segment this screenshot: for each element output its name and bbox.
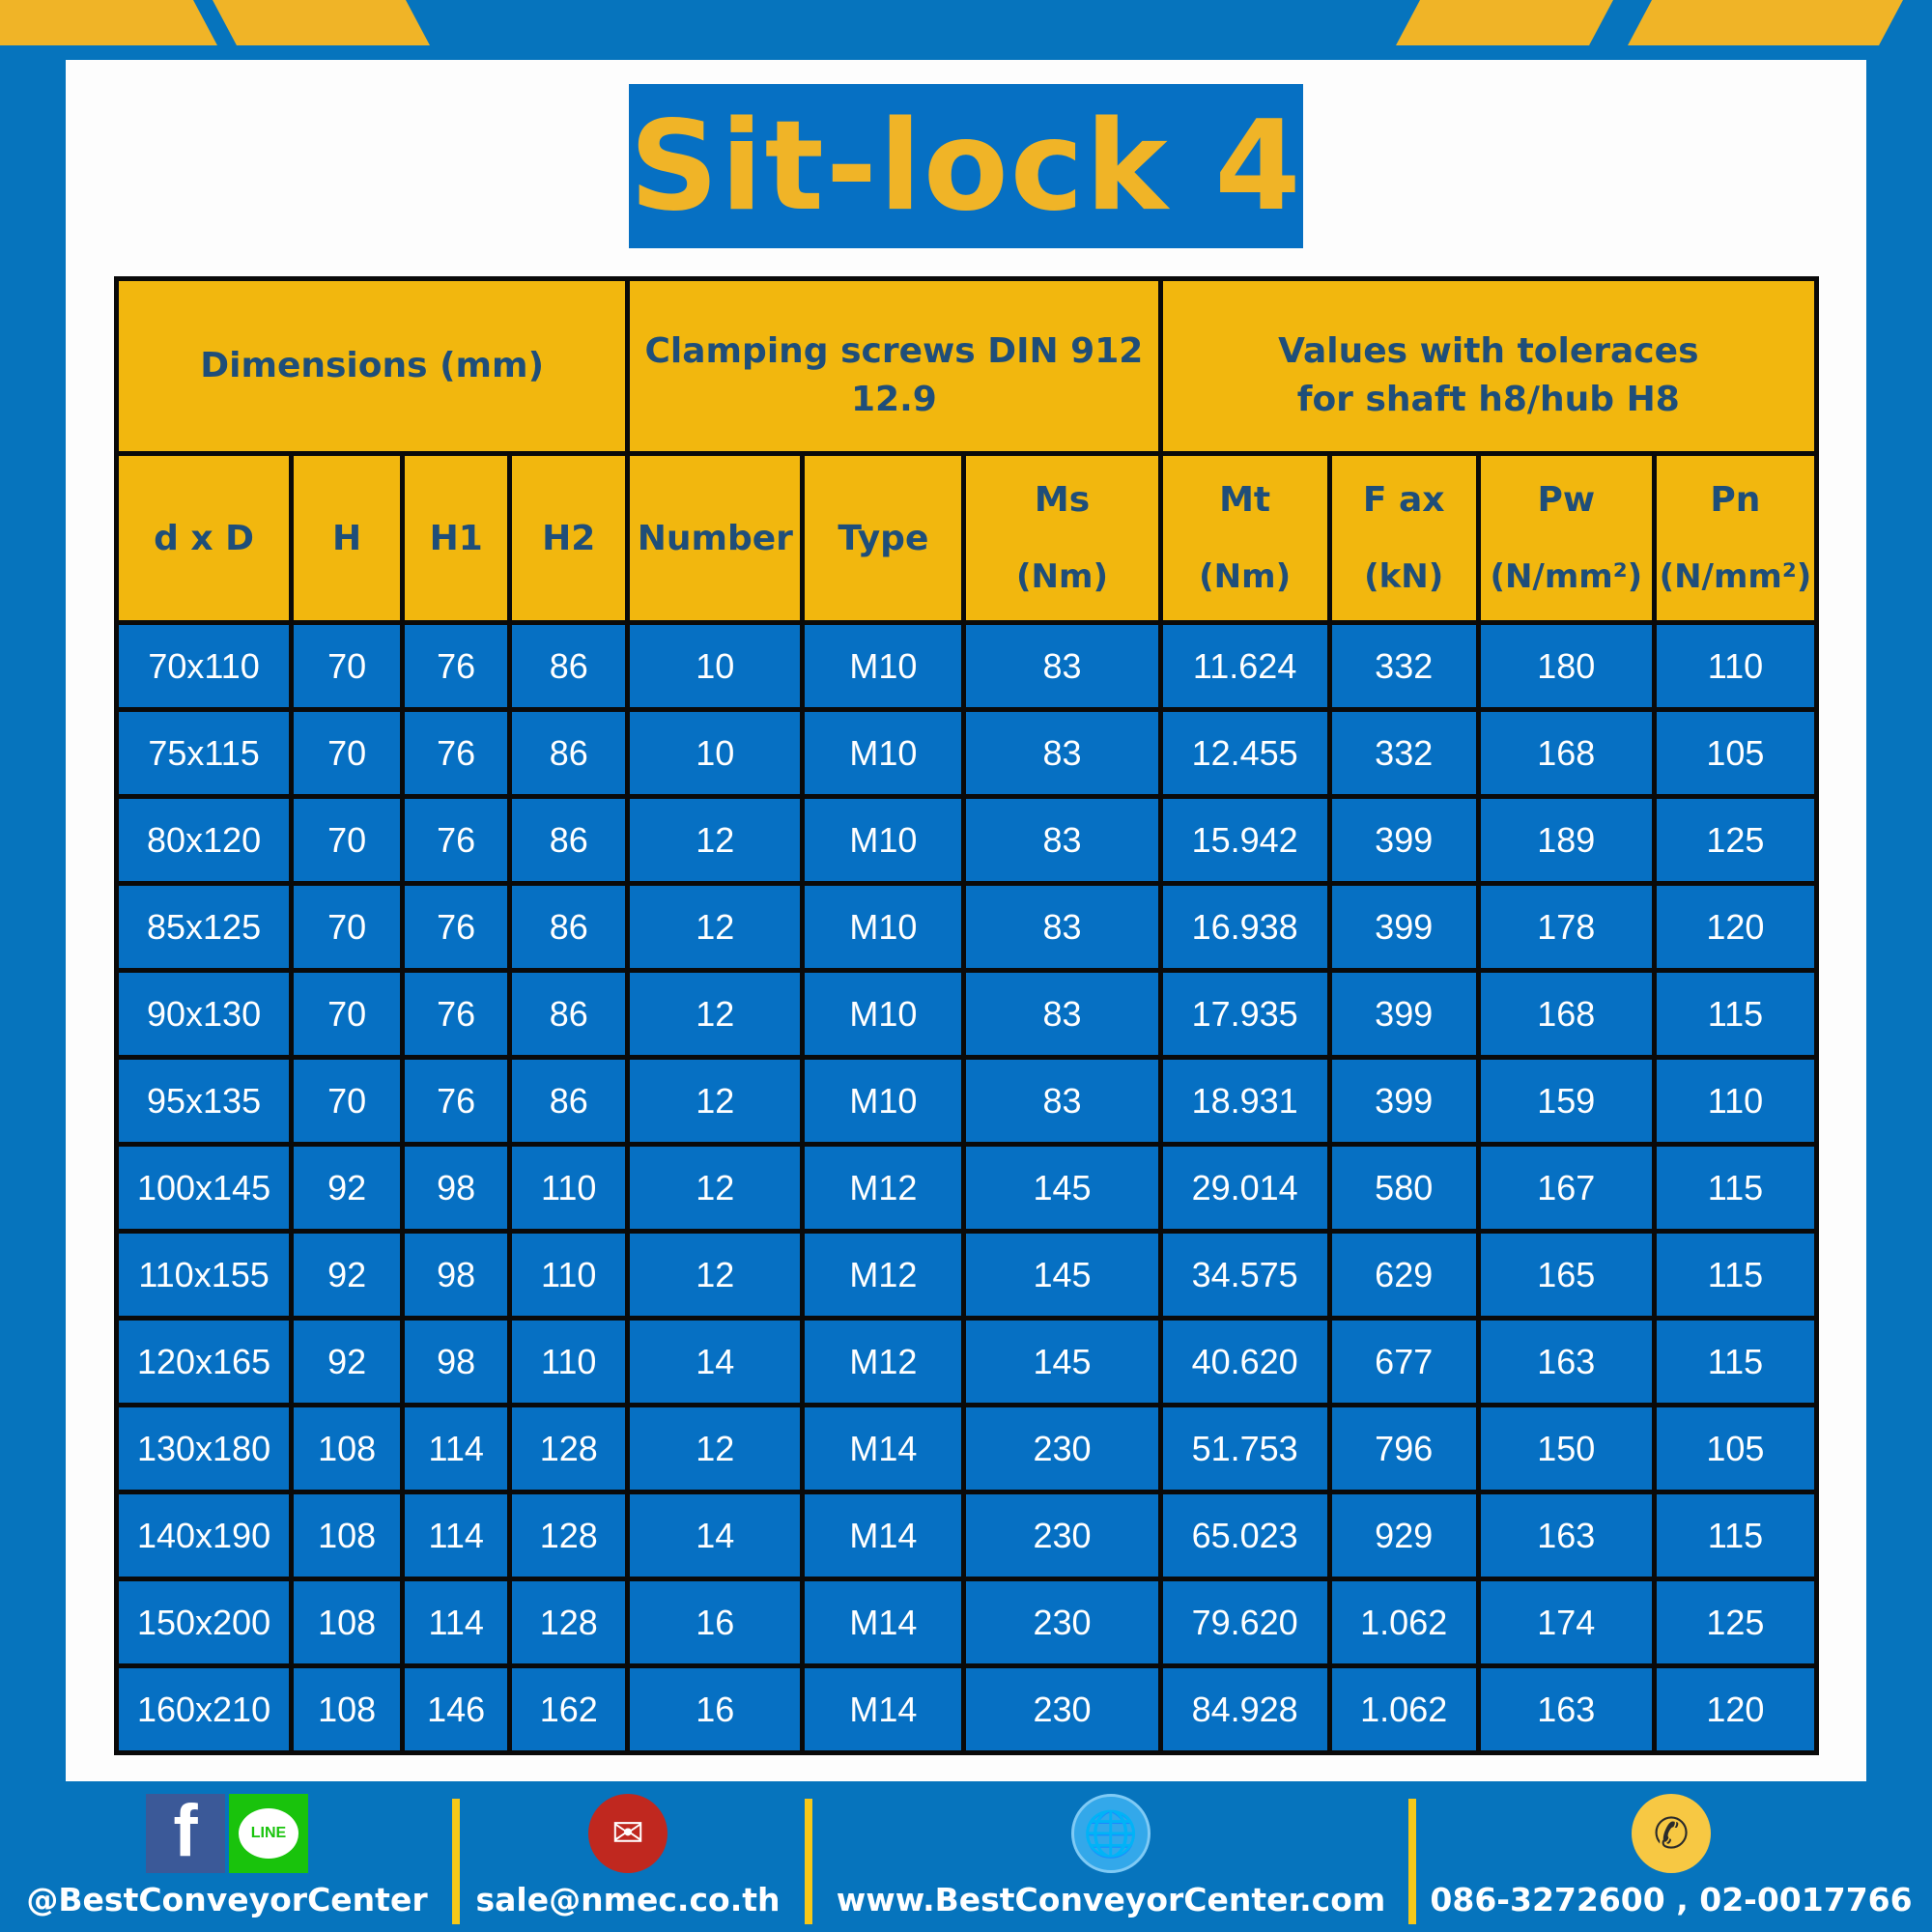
column-header-label: Pn bbox=[1710, 480, 1761, 520]
column-header-label: H bbox=[332, 518, 362, 558]
footer-contact-bar bbox=[0, 1787, 1932, 1932]
table-cell: 70 bbox=[292, 797, 403, 884]
table-cell: 70 bbox=[292, 623, 403, 710]
table-cell: 332 bbox=[1329, 623, 1478, 710]
table-cell: 95x135 bbox=[117, 1058, 292, 1145]
table-cell: 79.620 bbox=[1160, 1579, 1329, 1666]
table-cell: 165 bbox=[1478, 1232, 1654, 1319]
table-cell: 162 bbox=[510, 1666, 628, 1753]
table-cell: 108 bbox=[292, 1579, 403, 1666]
table-row bbox=[117, 1666, 1817, 1753]
column-header-unit: (Nm) bbox=[1199, 557, 1292, 596]
table-row bbox=[117, 884, 1817, 971]
group-header-sublabel: for shaft h8/hub H8 bbox=[1296, 380, 1680, 419]
table-cell: M10 bbox=[803, 884, 964, 971]
table-cell: 399 bbox=[1329, 971, 1478, 1058]
table-row bbox=[117, 1319, 1817, 1406]
decorative-stripe bbox=[0, 0, 217, 45]
table-cell: 86 bbox=[510, 623, 628, 710]
table-row bbox=[117, 1406, 1817, 1492]
footer-divider bbox=[452, 1799, 460, 1924]
table-cell: 140x190 bbox=[117, 1492, 292, 1579]
column-header-unit: (N/mm²) bbox=[1659, 557, 1812, 596]
decorative-stripe bbox=[1628, 0, 1903, 45]
group-header-dimensions bbox=[117, 279, 628, 454]
table-cell: 145 bbox=[964, 1145, 1160, 1232]
column-header-label: H1 bbox=[429, 518, 483, 558]
table-cell: 98 bbox=[403, 1232, 510, 1319]
table-cell: 399 bbox=[1329, 797, 1478, 884]
table-cell: 110 bbox=[1654, 623, 1816, 710]
table-cell: M10 bbox=[803, 1058, 964, 1145]
table-cell: 12 bbox=[628, 1232, 803, 1319]
column-header bbox=[117, 454, 292, 623]
table-cell: 10 bbox=[628, 623, 803, 710]
table-cell: 17.935 bbox=[1160, 971, 1329, 1058]
column-header-label: F ax bbox=[1362, 480, 1445, 520]
table-cell: 114 bbox=[403, 1406, 510, 1492]
column-header-label: Pw bbox=[1537, 480, 1596, 520]
table-cell: 108 bbox=[292, 1406, 403, 1492]
table-cell: 130x180 bbox=[117, 1406, 292, 1492]
table-cell: 110 bbox=[510, 1145, 628, 1232]
table-cell: 14 bbox=[628, 1319, 803, 1406]
page-title: Sit-lock 4 bbox=[629, 94, 1303, 239]
table-cell: 16 bbox=[628, 1579, 803, 1666]
table-cell: 76 bbox=[403, 1058, 510, 1145]
phone-numbers[interactable]: 086-3272600 , 02-0017766 bbox=[1430, 1881, 1913, 1918]
table-cell: 110 bbox=[510, 1232, 628, 1319]
table-cell: 180 bbox=[1478, 623, 1654, 710]
column-header-label: H2 bbox=[542, 518, 596, 558]
group-header-values bbox=[1160, 279, 1816, 454]
spec-table bbox=[114, 276, 1819, 1755]
table-cell: 86 bbox=[510, 797, 628, 884]
table-cell: 163 bbox=[1478, 1492, 1654, 1579]
table-cell: 70 bbox=[292, 1058, 403, 1145]
table-cell: 230 bbox=[964, 1492, 1160, 1579]
table-cell: 108 bbox=[292, 1666, 403, 1753]
table-cell: 332 bbox=[1329, 710, 1478, 797]
column-header bbox=[1160, 454, 1329, 623]
group-header-sublabel: 12.9 bbox=[851, 380, 937, 419]
table-row bbox=[117, 623, 1817, 710]
table-cell: M14 bbox=[803, 1492, 964, 1579]
table-cell: 100x145 bbox=[117, 1145, 292, 1232]
decorative-stripe bbox=[213, 0, 430, 45]
footer-email bbox=[464, 1787, 792, 1932]
table-cell: 120 bbox=[1654, 884, 1816, 971]
table-cell: 677 bbox=[1329, 1319, 1478, 1406]
table-cell: 16 bbox=[628, 1666, 803, 1753]
table-cell: 110x155 bbox=[117, 1232, 292, 1319]
table-cell: 115 bbox=[1654, 1232, 1816, 1319]
table-cell: 178 bbox=[1478, 884, 1654, 971]
table-cell: 168 bbox=[1478, 971, 1654, 1058]
table-cell: 92 bbox=[292, 1232, 403, 1319]
table-cell: 1.062 bbox=[1329, 1579, 1478, 1666]
table-cell: 150 bbox=[1478, 1406, 1654, 1492]
table-cell: 70 bbox=[292, 710, 403, 797]
footer-social bbox=[26, 1787, 428, 1932]
table-cell: 12 bbox=[628, 797, 803, 884]
table-cell: 83 bbox=[964, 797, 1160, 884]
table-cell: 85x125 bbox=[117, 884, 292, 971]
table-cell: 90x130 bbox=[117, 971, 292, 1058]
table-cell: 11.624 bbox=[1160, 623, 1329, 710]
table-cell: 86 bbox=[510, 1058, 628, 1145]
column-header-label: Mt bbox=[1219, 480, 1271, 520]
table-cell: 110 bbox=[510, 1319, 628, 1406]
group-header-label: Dimensions (mm) bbox=[200, 346, 545, 385]
footer-divider bbox=[805, 1799, 812, 1924]
table-cell: 230 bbox=[964, 1579, 1160, 1666]
table-cell: M12 bbox=[803, 1145, 964, 1232]
table-cell: 160x210 bbox=[117, 1666, 292, 1753]
table-cell: 86 bbox=[510, 971, 628, 1058]
table-cell: 92 bbox=[292, 1145, 403, 1232]
column-header-label: d x D bbox=[154, 518, 255, 558]
column-header bbox=[964, 454, 1160, 623]
table-cell: 629 bbox=[1329, 1232, 1478, 1319]
table-cell: 70x110 bbox=[117, 623, 292, 710]
table-cell: 174 bbox=[1478, 1579, 1654, 1666]
table-cell: 105 bbox=[1654, 710, 1816, 797]
table-cell: M14 bbox=[803, 1579, 964, 1666]
column-header-label: Type bbox=[838, 518, 929, 558]
table-cell: 120x165 bbox=[117, 1319, 292, 1406]
table-cell: 230 bbox=[964, 1406, 1160, 1492]
table-row bbox=[117, 1232, 1817, 1319]
table-cell: M10 bbox=[803, 797, 964, 884]
table-cell: M12 bbox=[803, 1319, 964, 1406]
table-cell: 65.023 bbox=[1160, 1492, 1329, 1579]
table-cell: 76 bbox=[403, 797, 510, 884]
table-cell: 110 bbox=[1654, 1058, 1816, 1145]
table-cell: 86 bbox=[510, 710, 628, 797]
table-cell: 75x115 bbox=[117, 710, 292, 797]
table-cell: 230 bbox=[964, 1666, 1160, 1753]
group-header-label: Clamping screws DIN 912 bbox=[644, 331, 1144, 371]
table-cell: 98 bbox=[403, 1319, 510, 1406]
website-link[interactable]: www.BestConveyorCenter.com bbox=[836, 1881, 1386, 1918]
table-cell: M12 bbox=[803, 1232, 964, 1319]
table-cell: 399 bbox=[1329, 884, 1478, 971]
table-cell: 83 bbox=[964, 884, 1160, 971]
table-cell: 83 bbox=[964, 710, 1160, 797]
table-cell: 105 bbox=[1654, 1406, 1816, 1492]
table-cell: 796 bbox=[1329, 1406, 1478, 1492]
table-cell: 145 bbox=[964, 1232, 1160, 1319]
title-banner bbox=[629, 84, 1303, 248]
table-cell: 12.455 bbox=[1160, 710, 1329, 797]
table-row bbox=[117, 1492, 1817, 1579]
phone-icon: ✆ bbox=[1632, 1794, 1711, 1873]
table-cell: 1.062 bbox=[1329, 1666, 1478, 1753]
footer-website bbox=[821, 1787, 1401, 1932]
table-cell: 29.014 bbox=[1160, 1145, 1329, 1232]
table-row bbox=[117, 1145, 1817, 1232]
table-cell: 14 bbox=[628, 1492, 803, 1579]
facebook-icon[interactable]: f bbox=[146, 1794, 225, 1873]
table-cell: 128 bbox=[510, 1406, 628, 1492]
table-cell: 399 bbox=[1329, 1058, 1478, 1145]
table-cell: 168 bbox=[1478, 710, 1654, 797]
table-cell: 98 bbox=[403, 1145, 510, 1232]
social-handle[interactable]: @BestConveyorCenter bbox=[26, 1881, 428, 1918]
table-cell: 12 bbox=[628, 1406, 803, 1492]
column-header bbox=[803, 454, 964, 623]
table-row bbox=[117, 971, 1817, 1058]
table-row bbox=[117, 797, 1817, 884]
table-cell: 189 bbox=[1478, 797, 1654, 884]
table-cell: M14 bbox=[803, 1666, 964, 1753]
column-header-label: Ms bbox=[1034, 480, 1091, 520]
footer-phone bbox=[1420, 1787, 1922, 1932]
table-cell: 15.942 bbox=[1160, 797, 1329, 884]
column-header-label: Number bbox=[637, 518, 793, 558]
table-row bbox=[117, 710, 1817, 797]
column-header-unit: (kN) bbox=[1364, 557, 1444, 596]
table-cell: 18.931 bbox=[1160, 1058, 1329, 1145]
column-header bbox=[1654, 454, 1816, 623]
table-cell: 76 bbox=[403, 710, 510, 797]
table-row bbox=[117, 1579, 1817, 1666]
table-cell: M10 bbox=[803, 971, 964, 1058]
column-header bbox=[510, 454, 628, 623]
column-header-unit: (N/mm²) bbox=[1490, 557, 1643, 596]
table-cell: 150x200 bbox=[117, 1579, 292, 1666]
column-header bbox=[628, 454, 803, 623]
table-cell: 92 bbox=[292, 1319, 403, 1406]
line-icon[interactable] bbox=[229, 1794, 308, 1873]
column-header bbox=[403, 454, 510, 623]
table-cell: 580 bbox=[1329, 1145, 1478, 1232]
column-header bbox=[1478, 454, 1654, 623]
table-cell: 929 bbox=[1329, 1492, 1478, 1579]
table-cell: 76 bbox=[403, 884, 510, 971]
column-header bbox=[1329, 454, 1478, 623]
group-header-label: Values with toleraces bbox=[1278, 331, 1699, 371]
table-cell: 120 bbox=[1654, 1666, 1816, 1753]
table-cell: 86 bbox=[510, 884, 628, 971]
table-cell: 163 bbox=[1478, 1666, 1654, 1753]
table-cell: 115 bbox=[1654, 1319, 1816, 1406]
table-cell: 115 bbox=[1654, 971, 1816, 1058]
table-cell: 125 bbox=[1654, 797, 1816, 884]
table-cell: 115 bbox=[1654, 1492, 1816, 1579]
table-cell: 163 bbox=[1478, 1319, 1654, 1406]
table-cell: 145 bbox=[964, 1319, 1160, 1406]
table-cell: 12 bbox=[628, 1145, 803, 1232]
email-icon: ✉ bbox=[588, 1794, 668, 1873]
table-row bbox=[117, 1058, 1817, 1145]
table-cell: 84.928 bbox=[1160, 1666, 1329, 1753]
table-cell: 34.575 bbox=[1160, 1232, 1329, 1319]
table-cell: 10 bbox=[628, 710, 803, 797]
decorative-stripe bbox=[1396, 0, 1613, 45]
globe-icon: 🌐 bbox=[1071, 1794, 1151, 1873]
table-cell: 167 bbox=[1478, 1145, 1654, 1232]
table-cell: 51.753 bbox=[1160, 1406, 1329, 1492]
table-cell: M14 bbox=[803, 1406, 964, 1492]
table-cell: 114 bbox=[403, 1492, 510, 1579]
table-cell: 12 bbox=[628, 1058, 803, 1145]
footer-divider bbox=[1408, 1799, 1416, 1924]
table-cell: 114 bbox=[403, 1579, 510, 1666]
table-cell: 146 bbox=[403, 1666, 510, 1753]
table-cell: 70 bbox=[292, 971, 403, 1058]
group-header-clamping-screws bbox=[628, 279, 1160, 454]
table-cell: 80x120 bbox=[117, 797, 292, 884]
table-cell: 12 bbox=[628, 971, 803, 1058]
table-cell: M10 bbox=[803, 623, 964, 710]
column-header bbox=[292, 454, 403, 623]
table-cell: 83 bbox=[964, 971, 1160, 1058]
table-cell: 159 bbox=[1478, 1058, 1654, 1145]
column-header-unit: (Nm) bbox=[1016, 557, 1108, 596]
table-cell: 128 bbox=[510, 1579, 628, 1666]
table-cell: 125 bbox=[1654, 1579, 1816, 1666]
table-cell: 108 bbox=[292, 1492, 403, 1579]
table-cell: 40.620 bbox=[1160, 1319, 1329, 1406]
table-cell: 76 bbox=[403, 971, 510, 1058]
table-cell: 12 bbox=[628, 884, 803, 971]
table-cell: M10 bbox=[803, 710, 964, 797]
table-cell: 115 bbox=[1654, 1145, 1816, 1232]
table-cell: 70 bbox=[292, 884, 403, 971]
email-link[interactable]: sale@nmec.co.th bbox=[475, 1881, 781, 1918]
table-cell: 128 bbox=[510, 1492, 628, 1579]
table-cell: 83 bbox=[964, 1058, 1160, 1145]
table-cell: 76 bbox=[403, 623, 510, 710]
table-cell: 16.938 bbox=[1160, 884, 1329, 971]
line-badge: LINE bbox=[239, 1808, 298, 1859]
table-cell: 83 bbox=[964, 623, 1160, 710]
